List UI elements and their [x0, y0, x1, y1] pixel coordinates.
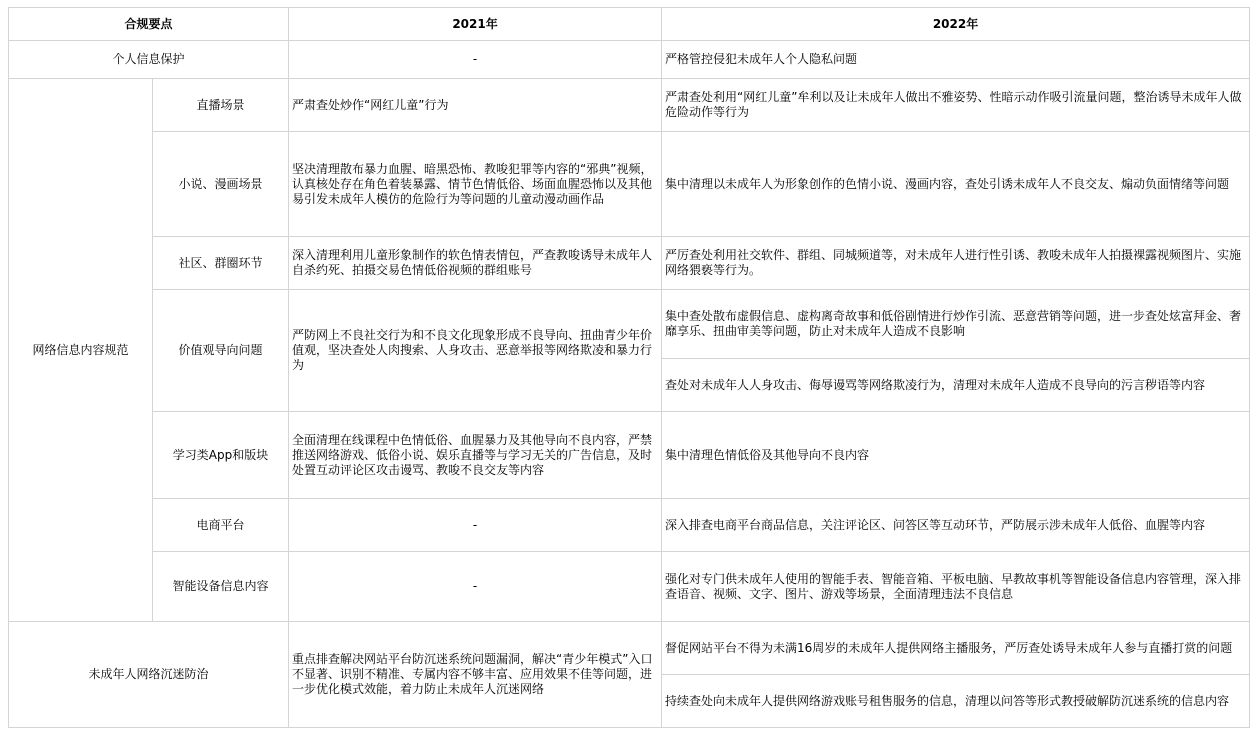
cell-2021-addiction: 重点排查解决网站平台防沉迷系统问题漏洞，解决“青少年模式”入口不显著、识别不精准、专属内容不够丰富、应用效果不佳等问题，进一步优化模式效能，着力防止未成年人沉迷网络	[289, 622, 662, 728]
table-row	[9, 41, 1250, 79]
cell-2022-privacy: 严格管控侵犯未成年人个人隐私问题	[662, 41, 1250, 79]
header-2022: 2022年	[662, 8, 1250, 41]
table-row	[9, 237, 1250, 290]
row-label-smart: 智能设备信息内容	[153, 552, 289, 622]
cell-2022-community: 严厉查处利用社交软件、群组、同城频道等，对未成年人进行性引诱、教唆未成年人拍摄裸露视频图片、实施网络猥亵等行为。	[662, 237, 1250, 290]
cell-2022-study: 集中清理色情低俗及其他导向不良内容	[662, 412, 1250, 499]
cell-2022-values-a: 集中查处散布虚假信息、虚构离奇故事和低俗剧情进行炒作引流、恶意营销等问题，进一步查处炫富拜金、奢靡享乐、扭曲审美等问题，防止对未成年人造成不良影响	[662, 290, 1250, 359]
table-row	[9, 132, 1250, 237]
cell-2021-privacy: -	[289, 41, 662, 79]
table-row	[9, 552, 1250, 622]
row-label-privacy: 个人信息保护	[9, 41, 289, 79]
table-row	[9, 79, 1250, 132]
cell-2022-novel: 集中清理以未成年人为形象创作的色情小说、漫画内容，查处引诱未成年人不良交友、煽动负面情绪等问题	[662, 132, 1250, 237]
cell-2021-study: 全面清理在线课程中色情低俗、血腥暴力及其他导向不良内容，严禁推送网络游戏、低俗小说、娱乐直播等与学习无关的广告信息，及时处置互动评论区攻击谩骂、教唆不良交友等内容	[289, 412, 662, 499]
cell-2021-novel: 坚决清理散布暴力血腥、暗黑恐怖、教唆犯罪等内容的“邪典”视频，认真核处存在角色着装暴露、情节色情低俗、场面血腥恐怖以及其他易引发未成年人模仿的危险行为等问题的儿童动漫动画作品	[289, 132, 662, 237]
table-row	[9, 622, 1250, 675]
cell-2021-smart: -	[289, 552, 662, 622]
row-label-values: 价值观导向问题	[153, 290, 289, 412]
row-label-live: 直播场景	[153, 79, 289, 132]
cell-2022-values-b: 查处对未成年人人身攻击、侮辱谩骂等网络欺凌行为，清理对未成年人造成不良导向的污言秽语等内容	[662, 359, 1250, 412]
cell-2022-addiction-a: 督促网站平台不得为未满16周岁的未成年人提供网络主播服务，严厉查处诱导未成年人参与直播打赏的问题	[662, 622, 1250, 675]
cell-2021-live: 严肃查处炒作“网红儿童”行为	[289, 79, 662, 132]
row-label-novel: 小说、漫画场景	[153, 132, 289, 237]
cell-2021-ecommerce: -	[289, 499, 662, 552]
group-label-content: 网络信息内容规范	[9, 79, 153, 622]
row-label-study: 学习类App和版块	[153, 412, 289, 499]
header-row	[9, 8, 1250, 41]
header-compliance-point: 合规要点	[9, 8, 289, 41]
cell-2022-smart: 强化对专门供未成年人使用的智能手表、智能音箱、平板电脑、早教故事机等智能设备信息内容管理，深入排查语音、视频、文字、图片、游戏等场景，全面清理违法不良信息	[662, 552, 1250, 622]
row-label-community: 社区、群圈环节	[153, 237, 289, 290]
row-label-addiction: 未成年人网络沉迷防治	[9, 622, 289, 728]
table-row	[9, 412, 1250, 499]
compliance-table	[8, 7, 1250, 728]
table-row	[9, 290, 1250, 359]
cell-2022-live: 严肃查处利用“网红儿童”牟利以及让未成年人做出不雅姿势、性暗示动作吸引流量问题，整治诱导未成年人做危险动作等行为	[662, 79, 1250, 132]
table-row	[9, 499, 1250, 552]
cell-2022-addiction-b: 持续查处向未成年人提供网络游戏账号租售服务的信息，清理以问答等形式教授破解防沉迷系统的信息内容	[662, 675, 1250, 728]
cell-2021-values: 严防网上不良社交行为和不良文化现象形成不良导向、扭曲青少年价值观，坚决查处人肉搜索、人身攻击、恶意举报等网络欺凌和暴力行为	[289, 290, 662, 412]
cell-2021-community: 深入清理利用儿童形象制作的软色情表情包，严查教唆诱导未成年人自杀约死、拍摄交易色情低俗视频的群组账号	[289, 237, 662, 290]
cell-2022-ecommerce: 深入排查电商平台商品信息，关注评论区、问答区等互动环节，严防展示涉未成年人低俗、血腥等内容	[662, 499, 1250, 552]
row-label-ecommerce: 电商平台	[153, 499, 289, 552]
header-2021: 2021年	[289, 8, 662, 41]
